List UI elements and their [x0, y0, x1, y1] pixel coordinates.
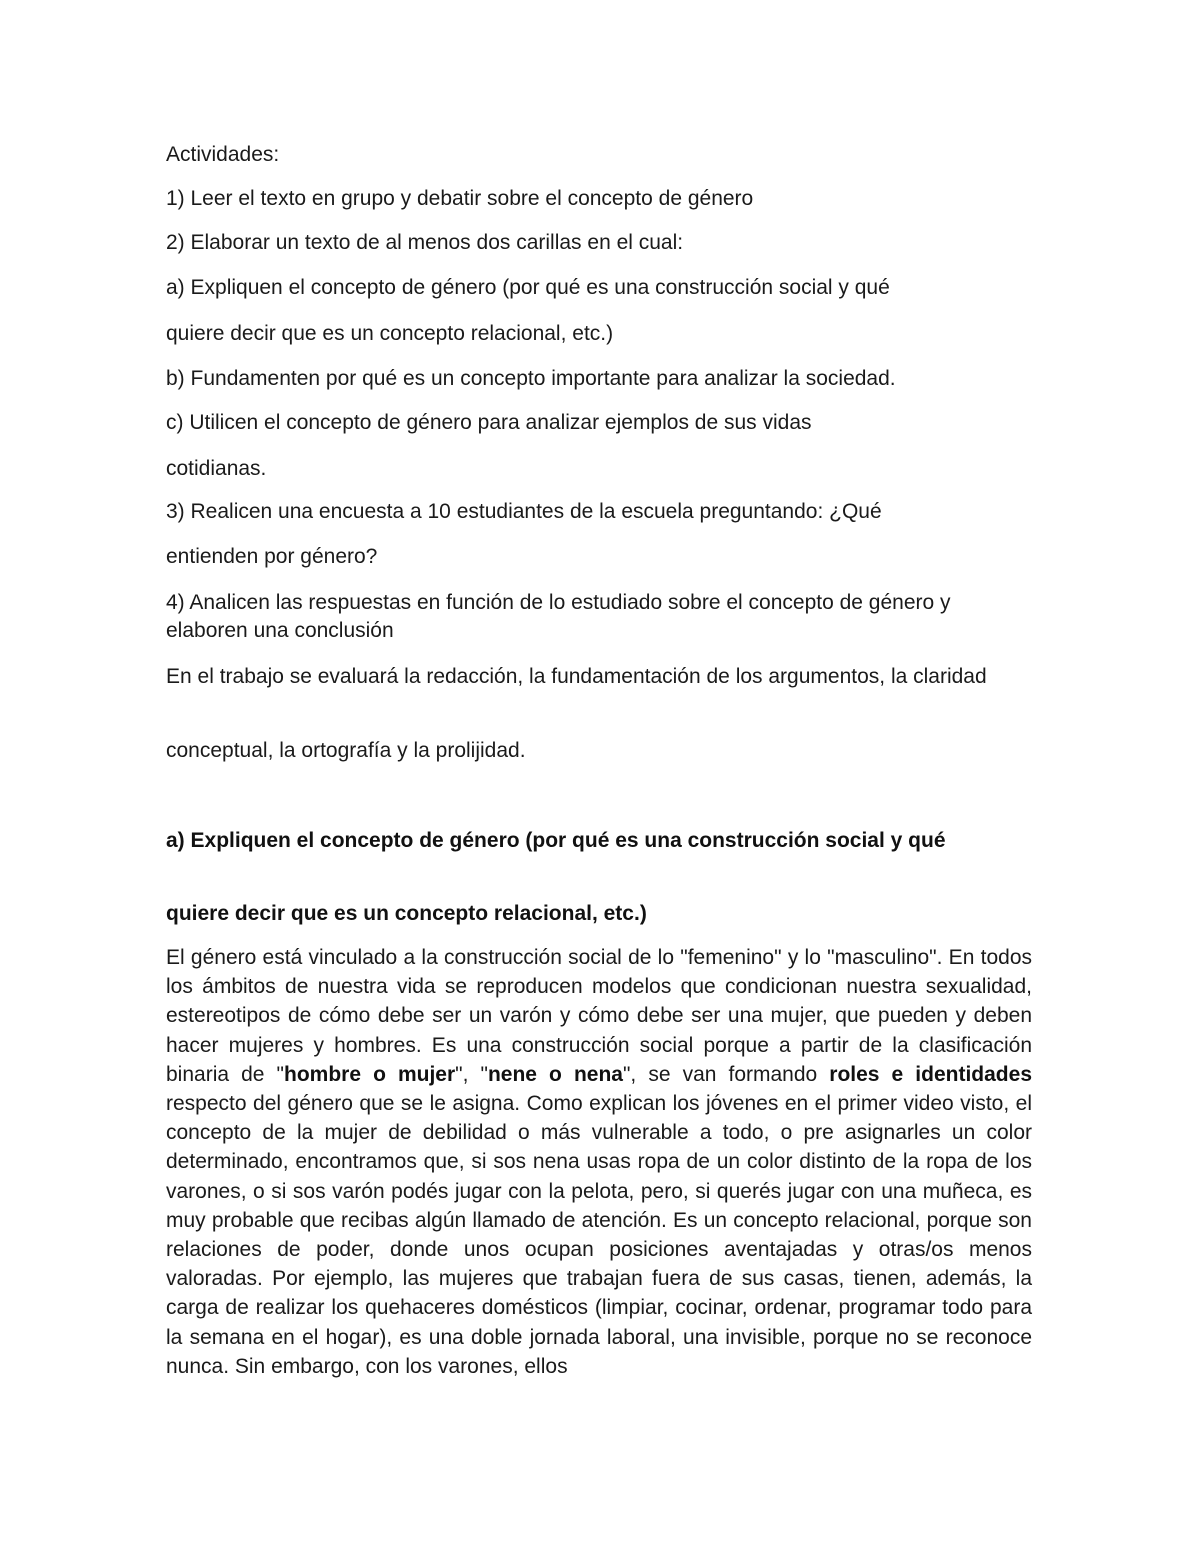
activity-item-2a-line2: quiere decir que es un concepto relacional, etc.) [166, 322, 614, 345]
activity-item-2: 2) Elaborar un texto de al menos dos carillas en el cual: [166, 231, 684, 254]
paragraph-text-1: El género está vinculado a la construcción social de lo "femenino" y lo "masculino". En todos los ámbitos de nuestra vida se reproducen modelos que condicionan nuestra sexualidad, estereotipos de cómo debe ser un varón y cómo debe ser una mujer, que pueden y deben hacer mujeres y hombres. Es una construcción social porque a partir de la clasificación binaria de " [166, 946, 1032, 1086]
activity-item-3-line2: entienden por género? [166, 545, 378, 568]
activity-item-2a-line1: a) Expliquen el concepto de género (por qué es una construcción social y qué [166, 276, 890, 299]
paragraph-text-2: ", " [455, 1062, 488, 1086]
bold-phrase-roles-e-identidades: roles e identidades [829, 1062, 1032, 1086]
activity-item-2c-line2: cotidianas. [166, 457, 267, 480]
paragraph-text-3: ", se van formando [622, 1062, 830, 1086]
section-a-heading-line2: quiere decir que es un concepto relacional, etc.) [166, 902, 647, 925]
activities-title: Actividades: [166, 143, 280, 166]
activity-item-2b: b) Fundamenten por qué es un concepto importante para analizar la sociedad. [166, 367, 896, 390]
document-page [166, 0, 1032, 1553]
bold-phrase-hombre-o-mujer: hombre o mujer [284, 1062, 456, 1086]
activity-item-3-line1: 3) Realicen una encuesta a 10 estudiantes de la escuela preguntando: ¿Qué [166, 500, 882, 523]
bold-phrase-nene-o-nena: nene o nena [487, 1062, 623, 1086]
section-a-paragraph [166, 943, 1032, 1381]
evaluation-line-2: conceptual, la ortografía y la prolijidad. [166, 739, 526, 762]
activity-item-2c-line1: c) Utilicen el concepto de género para analizar ejemplos de sus vidas [166, 411, 812, 434]
section-a-heading-line1: a) Expliquen el concepto de género (por qué es una construcción social y qué [166, 829, 946, 852]
evaluation-line-1: En el trabajo se evaluará la redacción, la fundamentación de los argumentos, la claridad [166, 665, 987, 688]
paragraph-text-4: respecto del género que se le asigna. Como explican los jóvenes en el primer video visto, el concepto de la mujer de debilidad o más vulnerable a todo, o pre asignarles un color determinado, encontramos que, si sos nena usas ropa de un color distinto de la ropa de los varones, o si sos varón podés jugar con la pelota, pero, si querés jugar con una muñeca, es muy probable que recibas algún llamado de atención. Es un concepto relacional, porque son relaciones de poder, donde unos ocupan posiciones aventajadas y otras/os menos valoradas. Por ejemplo, las mujeres que trabajan fuera de sus casas, tienen, además, la carga de realizar los quehaceres domésticos (limpiar, cocinar, ordenar, programar todo para la semana en el hogar), es una doble jornada laboral, una invisible, porque no se reconoce nunca. Sin embargo, con los varones, ellos [166, 1092, 1032, 1378]
activity-item-4: 4) Analicen las respuestas en función de lo estudiado sobre el concepto de género y elaboren una conclusión [166, 591, 951, 642]
activity-item-1: 1) Leer el texto en grupo y debatir sobre el concepto de género [166, 187, 754, 210]
